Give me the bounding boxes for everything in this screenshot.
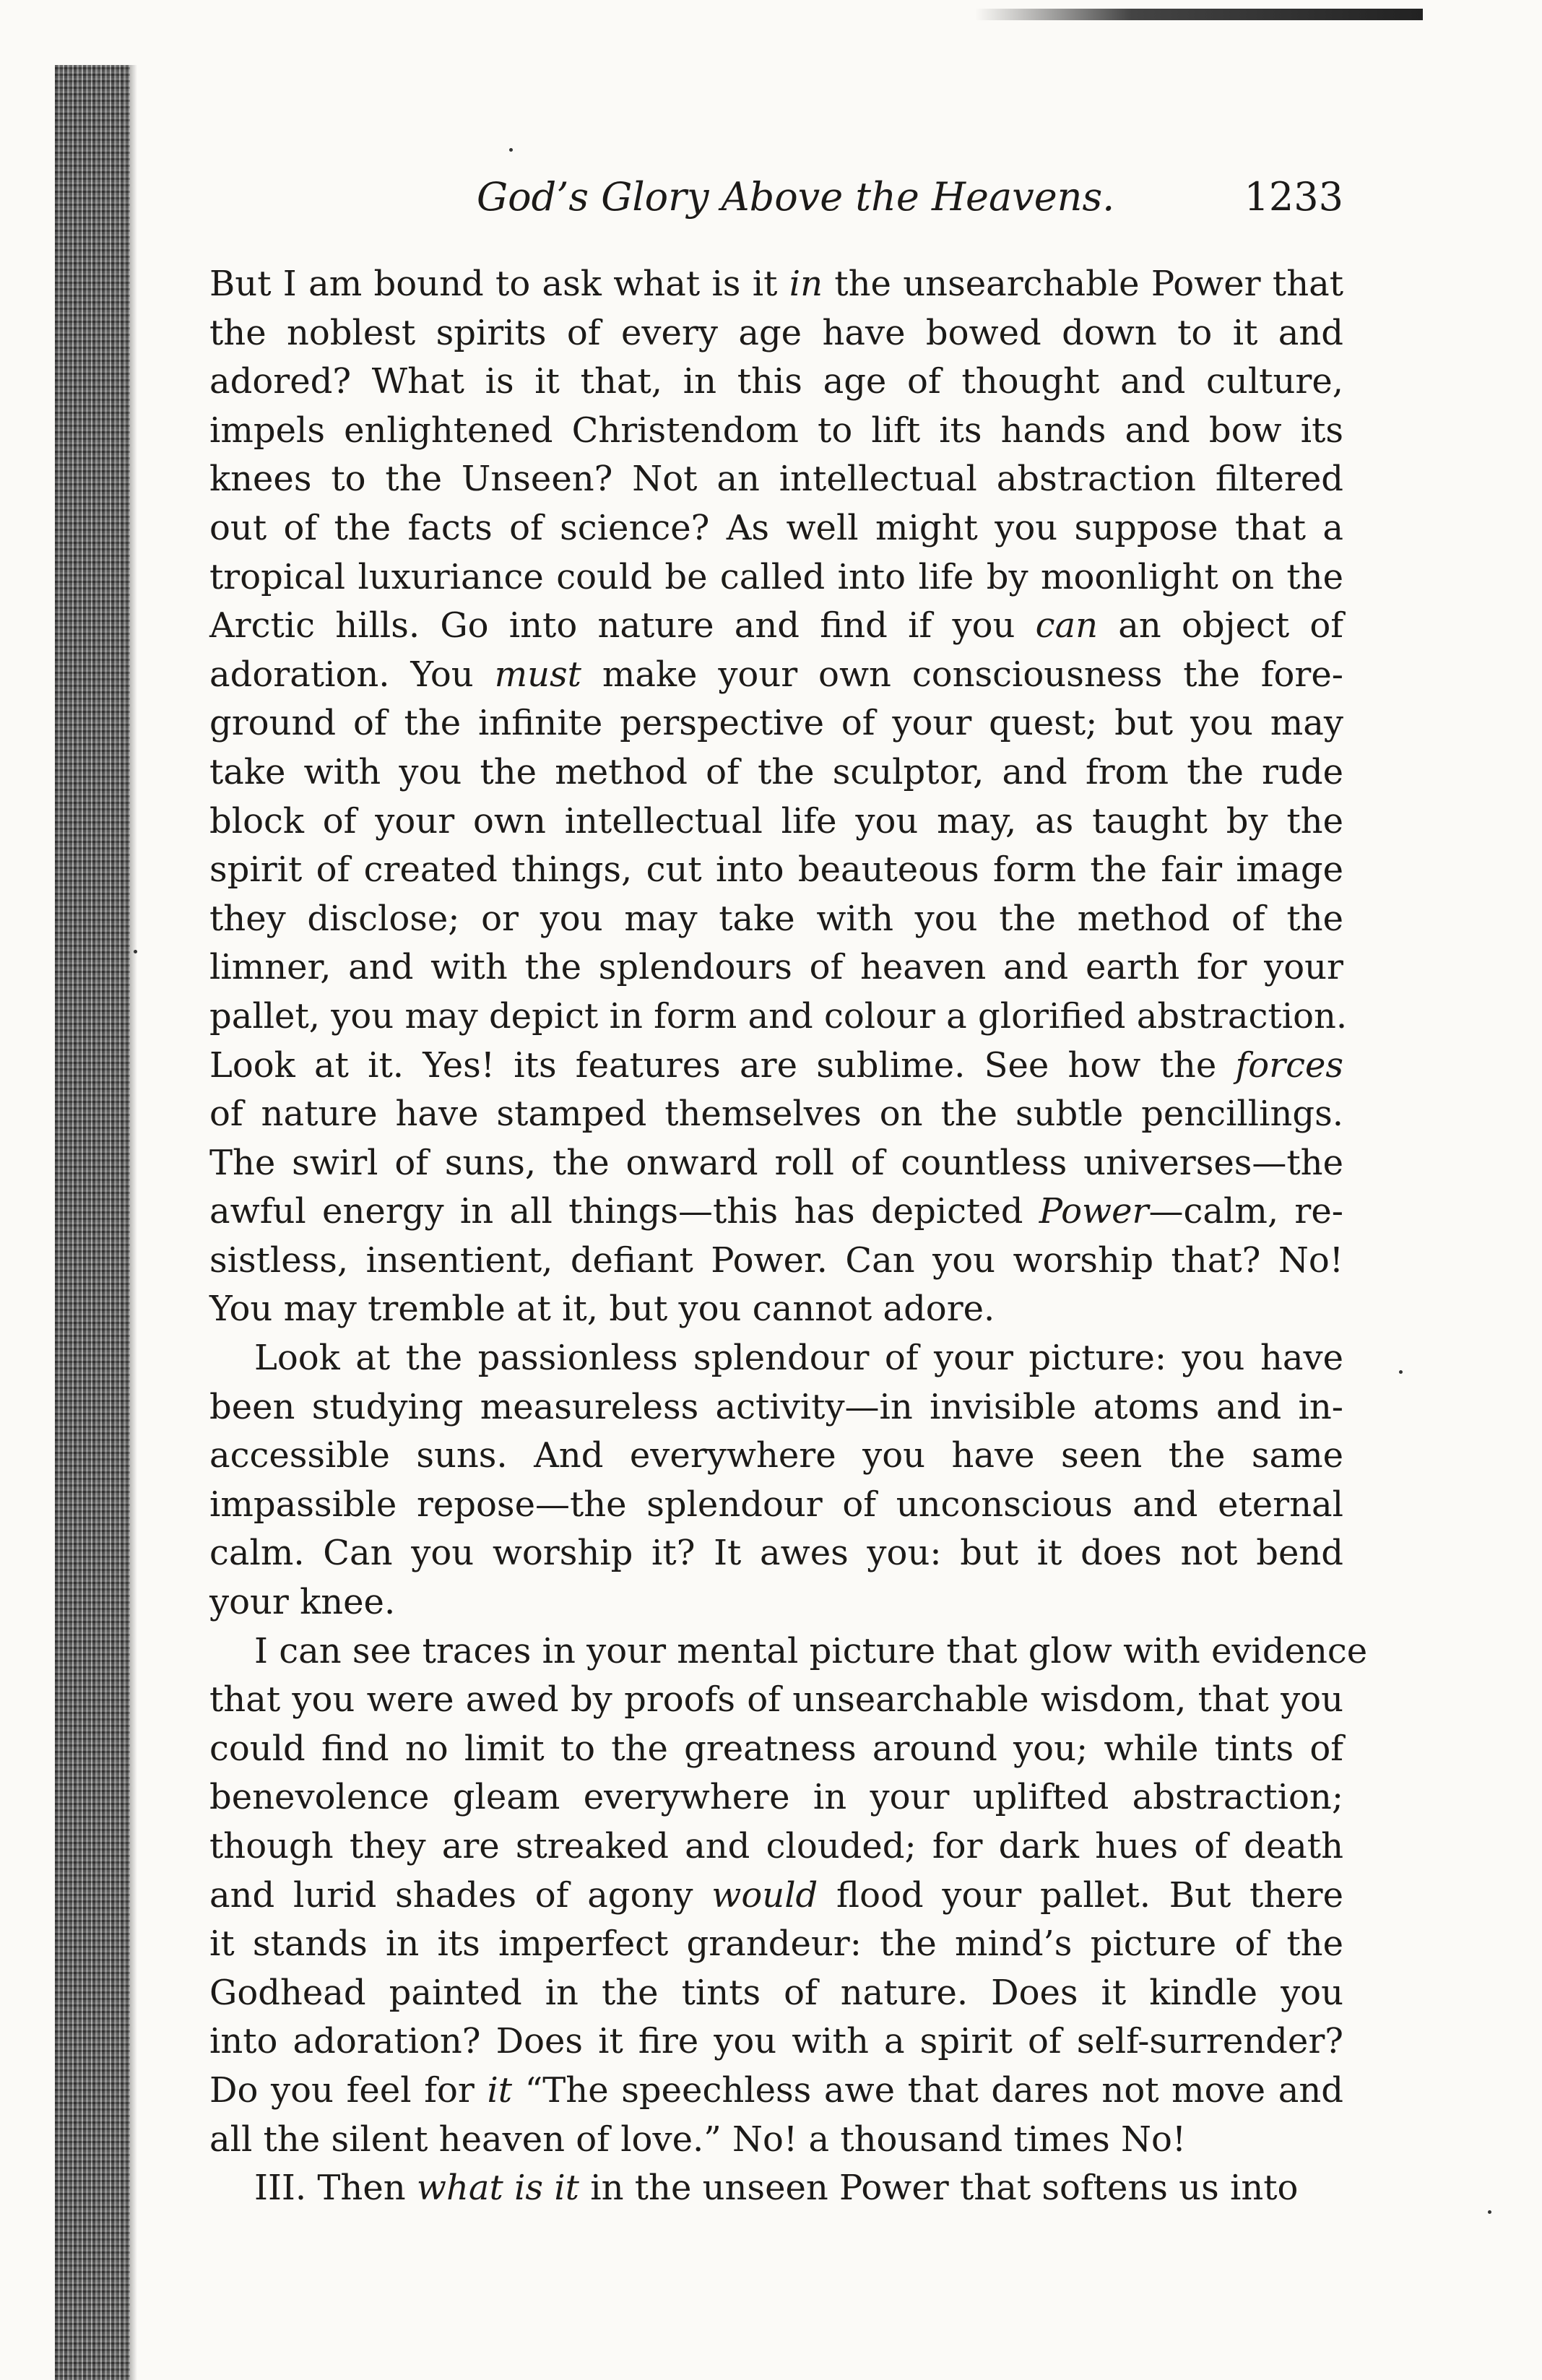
text-line: take with you the method of the sculptor, and from the rude (209, 751, 1343, 792)
scan-speck (134, 950, 137, 953)
text-line: knees to the Unseen? Not an intellectual abstraction filtered (209, 459, 1343, 500)
text-line: could find no limit to the greatness around you; while tints of (209, 1728, 1343, 1769)
italic-emphasis: what is it (416, 2168, 579, 2209)
text-line: benevolence gleam everywhere in your uplifted abstraction; (209, 1777, 1343, 1818)
text-line: block of your own intellectual life you may, as taught by the (209, 800, 1343, 841)
text-line: adoration. You must make your own consciousness the fore- (209, 654, 1344, 695)
text-line: the noblest spirits of every age have bowed down to it and (209, 312, 1343, 353)
italic-emphasis: it (487, 2069, 513, 2111)
text-line: of nature have stamped themselves on the subtle pencillings. (209, 1094, 1343, 1135)
text-line: it stands in its imperfect grandeur: the mind’s picture of the (209, 1924, 1343, 1965)
text-line: Do you feel for it “The speechless awe that dares not move and (209, 2069, 1343, 2111)
text-line: impels enlightened Christendom to lift its hands and bow its (209, 410, 1343, 451)
text-line: But I am bound to ask what is it in the unsearchable Power that (209, 264, 1344, 304)
text-line: into adoration? Does it fire you with a spirit of self-surrender? (209, 2021, 1343, 2062)
text-line: your knee. (209, 1582, 396, 1623)
text-line: Look at it. Yes! its features are sublime. See how the forces (209, 1044, 1343, 1086)
scan-artifact-rule (975, 9, 1423, 20)
text-line: I can see traces in your mental picture that glow with evidence (254, 1630, 1368, 1671)
scan-speck (509, 148, 513, 152)
italic-emphasis: must (494, 654, 581, 695)
text-line: sistless, insentient, defiant Power. Can you worship that? No! (209, 1239, 1343, 1281)
body-text (209, 260, 1368, 2213)
text-line: The swirl of suns, the onward roll of countless universes—the (209, 1142, 1343, 1183)
text-line: Look at the passionless splendour of your picture: you have (254, 1338, 1343, 1379)
text-line: awful energy in all things—this has depicted Power—calm, re- (209, 1191, 1344, 1232)
text-line: Arctic hills. Go into nature and find if you can an object of (209, 605, 1343, 646)
paragraph (209, 1627, 1368, 2165)
text-line: spirit of created things, cut into beauteous form the fair image (209, 849, 1343, 891)
italic-emphasis: Power (1039, 1191, 1149, 1232)
text-line: out of the facts of science? As well might you suppose that a (209, 507, 1343, 548)
page-number: 1233 (1244, 174, 1343, 220)
italic-emphasis: in (789, 264, 823, 304)
text-line: Godhead painted in the tints of nature. Does it kindle you (209, 1972, 1343, 2013)
book-binding-shadow (55, 65, 130, 2380)
text-line: that you were awed by proofs of unsearchable wisdom, that you (209, 1679, 1343, 1721)
text-line: You may tremble at it, but you cannot adore. (209, 1289, 995, 1330)
text-line: though they are streaked and clouded; for dark hues of death (209, 1826, 1343, 1866)
paragraph (209, 2164, 1343, 2213)
paragraph (209, 1334, 1343, 1627)
text-line: adored? What is it that, in this age of thought and culture, (209, 361, 1343, 402)
text-line: calm. Can you worship it? It awes you: but it does not bend (209, 1533, 1343, 1574)
binding-edge-shadow (130, 65, 137, 2380)
text-line: they disclose; or you may take with you the method of the (209, 898, 1343, 939)
italic-emphasis: would (711, 1874, 818, 1916)
text-line: tropical luxuriance could be called into life by moonlight on the (209, 556, 1343, 597)
text-line: and lurid shades of agony would flood your pallet. But there (209, 1874, 1344, 1916)
text-line: III. Then what is it in the unseen Power that softens us into (254, 2168, 1299, 2209)
text-line: pallet, you may depict in form and colour a glorified abstraction. (209, 995, 1348, 1037)
text-line: all the silent heaven of love.” No! a thousand times No! (209, 2119, 1187, 2160)
italic-emphasis: can (1035, 605, 1099, 646)
scan-speck (1488, 2210, 1491, 2214)
paragraph (209, 260, 1348, 1334)
text-line: impassible repose—the splendour of unconscious and eternal (209, 1484, 1343, 1525)
text-line: accessible suns. And everywhere you have seen the same (209, 1435, 1343, 1476)
page-header (209, 165, 1343, 230)
italic-emphasis: forces (1235, 1044, 1343, 1086)
running-title: God’s Glory Above the Heavens. (477, 174, 1115, 220)
text-line: ground of the infinite perspective of your quest; but you may (209, 703, 1343, 744)
scan-speck (1399, 1370, 1403, 1374)
text-line: been studying measureless activity—in invisible atoms and in- (209, 1386, 1343, 1427)
text-line: limner, and with the splendours of heaven and earth for your (209, 947, 1343, 988)
